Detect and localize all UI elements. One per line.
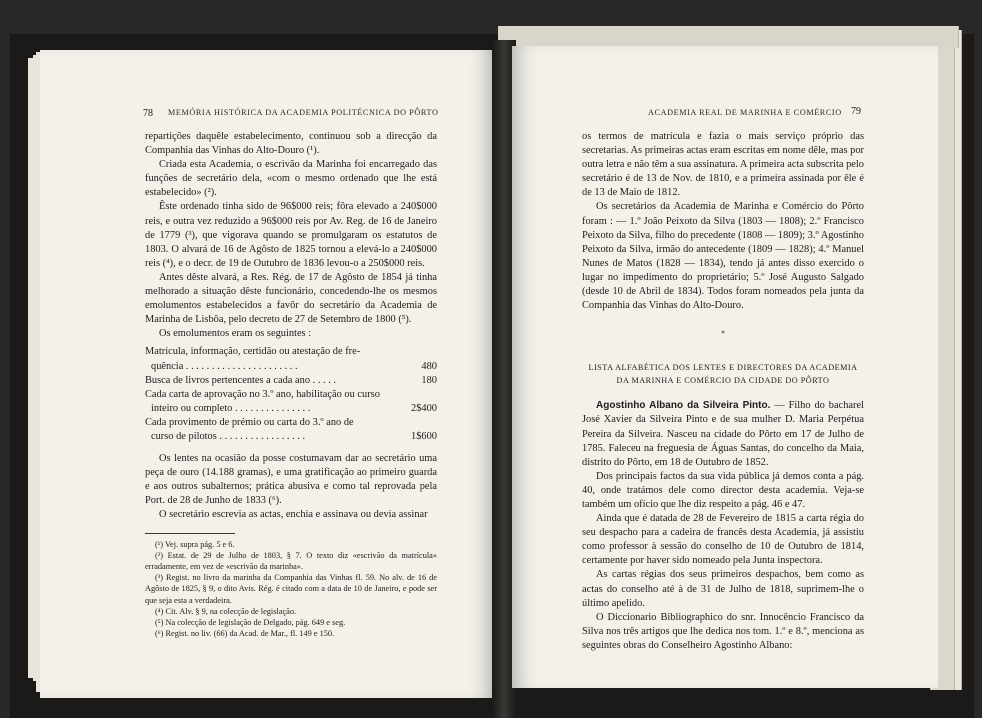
fee-row — [145, 388, 437, 402]
fees-table — [145, 345, 437, 444]
fee-amount: 1$600 — [411, 430, 437, 442]
heading-line: LISTA ALFABÉTICA DOS LENTES E DIRECTORES DA ACADEMIA — [588, 363, 858, 373]
page-number: 79 — [851, 106, 861, 117]
fee-label: Matrícula, informação, certidão ou atestação de fre- — [145, 346, 361, 358]
page-number: 78 — [143, 108, 153, 119]
fee-row — [145, 374, 437, 388]
fee-amount: 180 — [421, 374, 437, 386]
fee-row — [145, 416, 437, 430]
paragraph: repartições daquêle estabelecimento, continuou sob a direcção da Companhia das Vinhas do Alto-Douro (¹). — [145, 131, 437, 157]
running-head: MEMÓRIA HISTÓRICA DA ACADEMIA POLITÉCNICA DO PÔRTO — [168, 108, 439, 117]
fee-label: Busca de livros pertencentes a cada ano . . . . . — [145, 374, 336, 386]
footnotes — [145, 539, 437, 640]
running-head: ACADEMIA REAL DE MARINHA E COMÉRCIO — [648, 108, 842, 117]
entry-paragraph — [582, 399, 864, 469]
paragraph: Criada esta Academia, o escrivão da Marinha foi encarregado das funções de secretário dela, «com o mesmo ordenado que lhe está estabelecido» (²). — [145, 159, 437, 199]
fee-label: inteiro ou completo . . . . . . . . . . . . . . . — [151, 402, 311, 414]
paragraph: Os lentes na ocasião da posse costumavam dar ao secretário uma peça de ouro (14.188 gramas), e uma gratificação ao primeiro guarda e aos outros subalternos; prática abusiva e como tal reprovada pela Port. de 28 de Junho de 1833 (⁶). — [145, 453, 437, 507]
footnote: (²) Estat. de 29 de Julho de 1803, § 7. O texto diz «escrivão da matrícula» erradamente, em vez de «escrivão da marinha». — [145, 550, 437, 571]
left-body — [145, 130, 437, 639]
left-page — [40, 50, 495, 698]
right-body — [582, 130, 864, 653]
fee-amount: 480 — [421, 360, 437, 372]
paragraph: As cartas régias dos seus primeiros despachos, bem como as actas do conselho até à de 31 de Julho de 1818, suprimem-lhe o último apelido. — [582, 569, 864, 609]
entry-name: Agostinho Albano da Silveira Pinto. — [596, 400, 771, 412]
fee-amount: 2$400 — [411, 402, 437, 414]
paragraph: Ainda que é datada de 28 de Fevereiro de 1815 a carta régia do seu despacho para a cadeira de francês desta Academia, já assistiu como professor à sessão do conselho de 10 de Outubro de 1814, certamente por haver sido nomeado pela Junta inspectora. — [582, 513, 864, 567]
footnote: (⁶) Regist. no liv. (66) da Acad. de Mar., fl. 149 e 150. — [155, 629, 335, 639]
fee-row — [145, 360, 437, 374]
paragraph: Dos principais factos da sua vida pública já demos conta a pág. 40, onde tratámos dele como director desta academia. Veja-se também um ofício que lhe diz respeito a pág. 46 e 47. — [582, 470, 864, 510]
section-heading — [582, 361, 864, 387]
footnote: (⁵) Na colecção de legislação de Delgado, pág. 649 e seg. — [155, 617, 346, 627]
footnote: (³) Regist. no livro da marinha da Companhia das Vinhas fl. 59. No alv. de 16 de Agôsto de 1825, § 9, o dito Avis. Rég. é citado com a data de 10 de Janeiro, e pode ser que seja esta a verdadeira. — [145, 573, 437, 605]
right-page — [512, 46, 938, 688]
footnote: (⁴) Cit. Alv. § 9, na colecção de legislação. — [155, 606, 297, 616]
fee-row — [145, 430, 437, 444]
paragraph: os termos de matrícula e fazia o mais serviço próprio das secretarias. As primeiras actas eram escritas em nome dêle, mas por outra letra e não têm a sua assinatura. A primeira acta subscrita pelo secretário é de 13 de Nov. de 1810, e a primeira assinada por êle é de 13 de Maio de 1812. — [582, 131, 864, 199]
fee-row — [145, 402, 437, 416]
footnote-rule — [145, 533, 235, 534]
section-separator: * — [721, 329, 725, 339]
entry-text: — Filho do bacharel José Xavier da Silveira Pinto e de sua mulher D. Maria Perpétua Pereira da Silveira. Nasceu na cidade do Pôrto em 17 de Julho de 1785. Faleceu na freguesia de Águas Santas, do concelho da Maia, distrito do Pôrto, em 18 de Outubro de 1852. — [582, 400, 864, 468]
fee-label: Cada provimento de prémio ou carta do 3.º ano de — [145, 416, 354, 428]
paragraph: O Diccionario Bibliographico do snr. Innocêncio Francisco da Silva nos três artigos que lhe dedica nos tom. 1.º e 8.º, menciona as seguintes obras do Conselheiro Agostinho Albano: — [582, 611, 864, 651]
fee-label: quência . . . . . . . . . . . . . . . . . . . . . . — [151, 360, 298, 372]
paragraph: Antes dêste alvará, a Res. Rég. de 17 de Agôsto de 1854 já tinha melhorado a situação dêste funcionário, concedendo-lhe os mesmos emolumentos estabelecidos a favôr do secretário da Academia de Marinha de Lisbôa, pelo decreto de 27 de Setembro de 1800 (⁵). — [145, 271, 437, 326]
paragraph: Os emolumentos eram os seguintes : — [159, 328, 312, 340]
footnote: (¹) Vej. supra pág. 5 e 6. — [155, 539, 235, 549]
fee-row — [145, 345, 437, 359]
fee-label: Cada carta de aprovação no 3.º ano, habilitação ou curso — [145, 388, 380, 400]
page-edge — [498, 26, 959, 48]
fee-label: curso de pilotos . . . . . . . . . . . . . . . . . — [151, 430, 306, 442]
paragraph: O secretário escrevia as actas, enchia e assinava ou devia assinar — [159, 509, 428, 521]
paragraph: Os secretários da Academia de Marinha e Comércio do Pôrto foram : — 1.º João Peixoto da Silva (1803 — 1808); 2.º Francisco Peixoto da Silva, filho do precedente (1808 — 1809); 3.º Agostinho Peixoto da Silva, irmão do antecedente (1809 — 1828); 4.º Manuel Nunes de Matos (1828 — 1834), tendo já antes disso exercido o lugar no impedimento do proprietário; 5.º José Augusto Salgado (desde 10 de Abril de 1834). Todos foram nomeados pela junta da Companhia das Vinhas do Alto-Douro. — [582, 201, 864, 312]
paragraph: Êste ordenado tinha sido de 96$000 reis; fôra elevado a 240$000 reis, e outra vez reduzido a 96$000 reis por Av. Reg. de 16 de Janeiro de 1779 (³), que vigorava quando se promulgaram os estatutos de 1803. O alvará de 16 de Agôsto de 1825 tornou a elevá-lo a 240$000 reis (⁴), e o decr. de 19 de Outubro de 1836 levou-o a 250$000 reis. — [145, 201, 437, 269]
heading-line: DA MARINHA E COMÉRCIO DA CIDADE DO PÔRTO — [616, 376, 830, 386]
